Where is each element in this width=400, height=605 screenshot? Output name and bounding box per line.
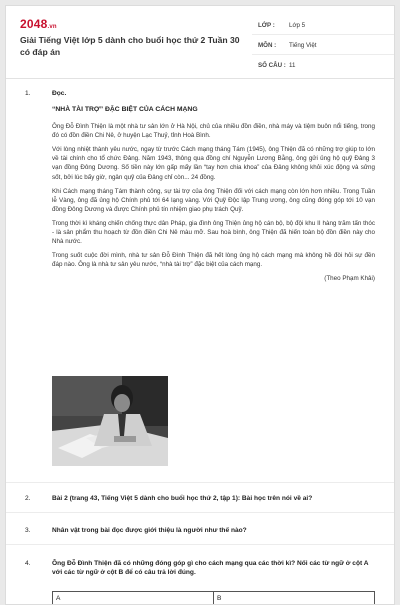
divider — [6, 512, 395, 513]
question-number: 1. — [25, 89, 31, 98]
column-a-header: A — [53, 592, 214, 605]
meta-value: Lớp 5 — [289, 22, 305, 29]
article-paragraph: Với lòng nhiệt thành yêu nước, ngay từ trước Cách mạng tháng Tám (1945), ông Thiện đã có những trợ giúp to lớn về tài chính cho tổ chức Đảng. Năm 1943, thông qua đồng chí Nguyễn Lương Bằng, ông gửi ủng hộ quỹ Đảng 3 vạn đồng Đông Dương. Số tiền này lớn gấp mấy lần “tay hơn chia khoa” của Đảng không khỏi xúc động và sửng sốt, bởi lúc bấy giờ, ngân quỹ của Đảng chỉ còn... 24 đồng. — [52, 145, 375, 181]
article-title: “NHÀ TÀI TRỢ” ĐẶC BIỆT CỦA CÁCH MẠNG — [52, 105, 375, 114]
document-title: Giải Tiếng Việt lớp 5 dành cho buổi học thứ 2 Tuần 30 có đáp án — [20, 35, 248, 58]
site-logo[interactable]: 2048.vn — [20, 17, 57, 31]
question-text: Bài 2 (trang 43, Tiếng Việt 5 dành cho buổi học thứ 2, tập 1): Bài học trên nói về ai? — [52, 494, 375, 503]
meta-row-subject — [252, 35, 395, 55]
reading-article — [52, 105, 375, 289]
question-text: Nhân vật trong bài đọc được giới thiệu là người như thế nào? — [52, 526, 375, 535]
question-text: Đọc. — [52, 89, 375, 98]
meta-value: 11 — [289, 62, 295, 69]
document-page — [5, 5, 395, 605]
meta-row-class — [252, 15, 395, 35]
article-paragraph: Trong suốt cuộc đời mình, nhà tư sản Đỗ Đình Thiện đã hết lòng ủng hộ cách mạng mà không hề đòi hỏi sự đền đáp nào. Ông là nhà tư sản yêu nước, “nhà tài trợ” đặc biệt của cách mạng. — [52, 251, 375, 269]
historical-photo — [52, 376, 168, 466]
divider — [6, 482, 395, 483]
meta-row-count — [252, 55, 395, 75]
document-meta — [252, 6, 395, 79]
question-number: 3. — [25, 526, 31, 535]
question-number: 2. — [25, 494, 31, 503]
article-author: (Theo Phạm Khải) — [52, 274, 375, 283]
column-b-header: B — [214, 592, 375, 605]
matching-table — [52, 591, 375, 605]
article-paragraph: Khi Cách mạng tháng Tám thành công, sự tài trợ của ông Thiện đối với cách mạng còn lớn hơn nhiều. Trong Tuần lễ Vàng, ông đã ủng hộ Chính phủ tới 64 lạng vàng. Với Quỹ Độc lập Trung ương, ông cũng đóng góp tới 10 vạn đồng Đông Dương và được Chính phủ tín nhiệm giao phụ trách Quỹ. — [52, 187, 375, 214]
question-number: 4. — [25, 559, 31, 568]
article-paragraph: Trong thời kì kháng chiến chống thực dân Pháp, gia đình ông Thiện ủng hộ cán bộ, bộ đội khu II hàng trăm tấn thóc - là sản phẩm thu hoạch từ đồn điền Chi Nê màu mỡ. Sau hoà bình, ông Thiện đã hiến toàn bộ đồn điền này cho Nhà nước. — [52, 219, 375, 246]
article-paragraph: Ông Đỗ Đình Thiện là một nhà tư sản lớn ở Hà Nội, chủ của nhiều đồn điền, nhà máy và tiệm buôn nổi tiếng, trong đó có đồn điền Chi Nê, ở huyện Lạc Thuỷ, tỉnh Hoà Bình. — [52, 122, 375, 140]
document-header — [6, 6, 394, 79]
meta-key: SỐ CÂU : — [258, 62, 286, 69]
divider — [6, 544, 395, 545]
meta-key: LỚP : — [258, 22, 275, 29]
meta-key: MÔN : — [258, 42, 276, 49]
meta-value: Tiếng Việt — [289, 42, 317, 49]
question-text: Ông Đỗ Đình Thiện đã có những đóng góp gì cho cách mạng qua các thời kì? Nối các từ ngữ ở cột A với các từ ngữ ở cột B để có câu trả lời đúng. — [52, 559, 375, 577]
